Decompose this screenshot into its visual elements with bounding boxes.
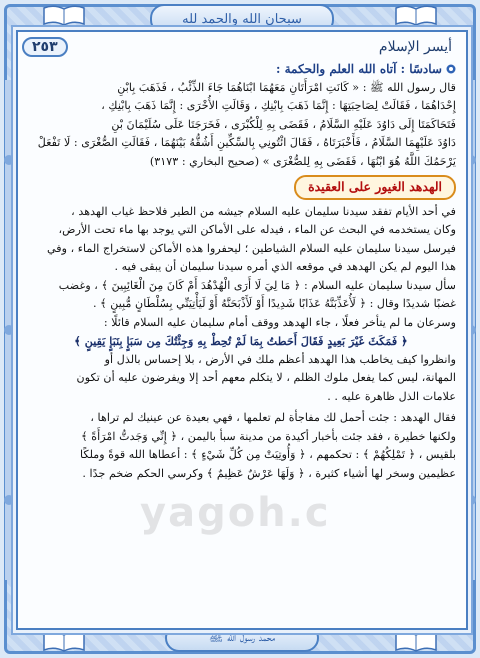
bottom-banner: محمد رسول الله ﷺ [165,624,319,652]
open-book-icon [394,4,438,26]
watermark: yagoh.c [140,490,331,536]
text-line: علامات الذل ظاهرة عليه . . [327,389,456,403]
open-book-icon [42,4,86,26]
section-title [26,60,456,79]
text-line: فيرسل سيدنا سليمان عليه السلام الشياطين ؛ ليحفروا هذه الأماكن لاستخراج الماء ، وفي [46,241,456,255]
text-line: بلقيس ، ﴿ تَمْلِكُهُمْ ﴾ : تحكمهم ، ﴿ وَأُوتِيَتْ مِن كُلِّ شَيْءٍ ﴾ : أعطاها الله قوةً وملكًا [80,448,456,461]
quran-verse: ﴿ فَمَكَثَ غَيْرَ بَعِيدٍ فَقَالَ أَحَطتُ بِمَا لَمْ تُحِطْ بِهِ وَجِئْتُكَ مِن سَبَإٍ بِنَبَإٍ يَقِينٍ ﴾ [74,334,408,348]
page-number: ٢٥٣ [22,37,68,57]
running-head: أيسر الإسلام [378,39,452,55]
open-book-icon [394,630,438,652]
text-line: ولكنها خطيرة ، فقد جئت بأخبار أكيدة من مدينة سبأ باليمن ، ﴿ إِنِّي وَجَدتُّ امْرَأَةً ﴾ [81,429,456,443]
page-header [22,36,458,58]
hadith-block [26,79,456,172]
text-line: إِحْدَاهُمَا ، فَقَالَتْ لِصَاحِبَتِهَا : إِنَّمَا ذَهَبَ بِابْنِكِ ، وَقَالَتِ الأُخْرَى : إِنَّمَا ذَهَبَ بِابْنِكِ ، [101,99,456,112]
text-line: فَتَحَاكَمَتَا إِلَى دَاوُدَ عَلَيْهِ السَّلَامُ ، فَقَضَى بِهِ لِلْكُبْرَى ، فَخَرَجَتَا عَلَى سُلَيْمَانَ بْنِ [111,117,456,131]
text-line: المهانة، ليس كما يفعل ملوك الظلم ، لا يتكلم معهم أحد إلا ويفرضون عليه أن تكون [76,371,456,384]
text-line: قال رسول الله ﷺ : « كَانَتِ امْرَأَتَانِ مَعَهُمَا ابْنَاهُمَا جَاءَ الذِّئْبُ ، فَذَهَبَ بِابْنِ [117,80,456,94]
story-conclusion [26,409,456,483]
story-intro [26,203,456,277]
text-line: يَرْحَمُكَ اللَّهُ هُوَ ابْنُهَا ، فَقَضَى بِهِ لِلصُّغْرَى » (صحيح البخاري : ٣١٧٣) [149,154,456,168]
text-line: وكان يستخدمه في البحث عن الماء ، فيدله على الأماكن التي يوجد بها ماء تحت الأرض، [58,223,456,236]
text-line: فقال الهدهد : جئت أحمل لك مفاجأة لم تعلمها ، فهي بعيدة عن عينيك لم تراها ، [90,411,456,424]
text-line: عظيمين وسخر لها أشياء كثيرة ، ﴿ وَلَهَا عَرْشٌ عَظِيمٌ ﴾ وكرسي الحكم ضخم جدًا . [82,466,456,480]
text-line: وانظروا كيف يخاطب هذا الهدهد أعظم ملك في الأرض ، بلا إحساس بالذل أو [104,352,456,366]
open-book-icon [42,630,86,652]
side-ornament [2,80,16,580]
text-line: هذا اليوم لم يكن الهدهد في موقعه الذي أمره سيدنا سليمان أن يبقى فيه . [114,260,456,273]
subheading: الهدهد الغيور على العقيدة [294,175,456,200]
text-line: وسرعان ما لم يتأخر فعلًا ، جاء الهدهد ووقف أمام سليمان عليه السلام قائلًا : [103,315,456,329]
page-body [26,60,456,483]
text-line: في أحد الأيام تفقد سيدنا سليمان عليه السلام جيشه من الطير فلاحظ غياب الهدهد ، [71,204,456,218]
text-line: غضبًا شديدًا وقال : ﴿ لَأُعَذِّبَنَّهُ عَذَابًا شَدِيدًا أَوْ لَأَذْبَحَنَّهُ أَوْ لَيَأْتِيَنِّي بِسُلْطَانٍ مُّبِينٍ ﴾ . [92,297,456,310]
text-line: سأل سيدنا سليمان عليه السلام : ﴿ مَا لِيَ لَا أَرَى الْهُدْهُدَ أَمْ كَانَ مِنَ الْغَائِبِينَ ﴾ ، وغضب [58,278,456,292]
top-banner: سبحان الله والحمد لله [150,4,334,34]
text-line: دَاوُدَ عَلَيْهِمَا السَّلَامُ ، فَأَخْبَرَتَاهُ ، فَقَالَ ائْتُونِي بِالسِّكِّينِ أَشُقُّهُ بَيْنَهُمَا ، فَقَالَتِ الصُّغْرَى : لَا تَفْعَلْ [37,136,456,149]
story-dialogue [26,277,456,407]
section-title-text: سادسًا : آتاه الله العلم والحكمة : [276,62,442,76]
star-icon [446,64,456,74]
